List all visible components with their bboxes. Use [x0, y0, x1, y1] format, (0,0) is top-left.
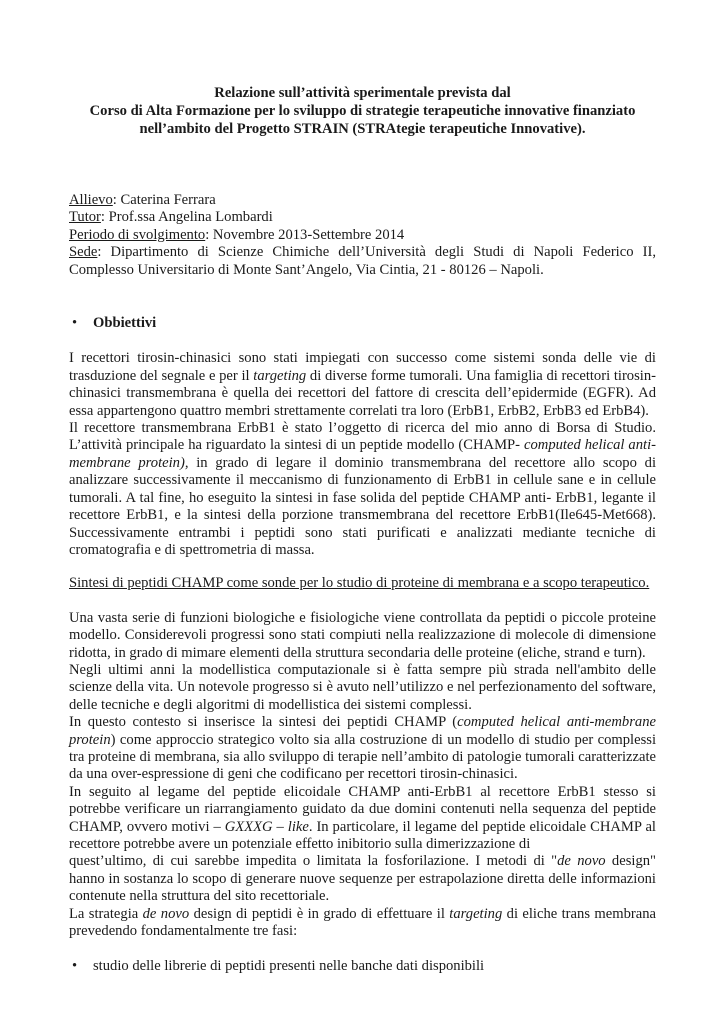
allievo-line: [69, 192, 656, 209]
periodo-value: : Novembre 2013-Settembre 2014: [205, 226, 405, 243]
title-line-1: Relazione sull’attività sperimentale prevista dal: [214, 85, 511, 101]
italic-run: targeting: [253, 367, 307, 384]
periodo-line: [69, 227, 656, 244]
tutor-label: Tutor: [69, 209, 101, 226]
title-line-3: nell’ambito del Progetto STRAIN (STRAtegie terapeutiche Innovative).: [139, 121, 586, 137]
paragraph-2: [69, 420, 656, 559]
text-run: di eliche trans membrana prevedendo fondamentalmente tre fasi:: [69, 905, 656, 940]
student-info: [69, 192, 656, 279]
bullet-icon: •: [72, 958, 78, 975]
italic-run: computed helical anti-membrane protein: [69, 714, 656, 748]
list-item: [69, 958, 656, 975]
paragraph-7: [69, 853, 656, 905]
section-heading-text: Obbiettivi: [93, 315, 157, 332]
text-run: in grado di legare il dominio transmembrana del recettore allo scopo di analizzare successivamente il meccanismo di funzionamento di ErbB1 in cellule sane e in cellule tumorali. A tal fine, ho eseguito la sintesi in fase solida del peptide CHAMP anti- ErbB1, legante il recettore ErbB1, e la sintesi della porzione transmembrana del recettore ErbB1(Ile645-Met668). Successivamente entrambi i peptidi sono stati purificati e analizzati mediante tecniche di cromatografia e di spettrometria di massa.: [69, 454, 656, 558]
sede-value: : Dipartimento di Scienze Chimiche dell’Università degli Studi di Napoli Federico II, Complesso Universitario di Monte Sant’Angelo, Via Cintia, 21 - 80126 – Napoli.: [69, 244, 656, 278]
text-run: La strategia: [69, 905, 143, 922]
paragraph-8: [69, 906, 656, 941]
title-line-2: Corso di Alta Formazione per lo sviluppo di strategie terapeutiche innovative finanziato: [89, 103, 636, 119]
paragraph-1: [69, 350, 656, 420]
document-title: [69, 84, 656, 138]
section-heading-obbiettivi: [69, 315, 656, 332]
text-run: di diverse forme tumorali. Una famiglia di recettori tirosin-chinasici transmembrana è quella dei recettori del fattore di crescita dell’epidermide (EGFR). Ad essa appartengono quattro membri strettamente correlati tra loro (ErbB1, ErbB2, ErbB3 ed ErbB4).: [69, 367, 656, 419]
paragraph-6: [69, 784, 656, 854]
periodo-label: Periodo di svolgimento: [69, 226, 206, 243]
italic-run: GXXXG – like: [224, 818, 309, 835]
section-heading-sintesi: Sintesi di peptidi CHAMP come sonde per lo studio di proteine di membrana e a scopo terapeutico.: [69, 575, 650, 592]
text-run: design di peptidi è in grado di effettuare il: [189, 905, 450, 922]
tutor-value: : Prof.ssa Angelina Lombardi: [100, 209, 273, 226]
text-run: Il recettore transmembrana ErbB1 è stato l’oggetto di ricerca del mio anno di Borsa di Studio. L’attività principale ha riguardato la sintesi di un peptide modello (CHAMP-: [69, 420, 656, 454]
sede-label: Sede: [69, 244, 98, 261]
tutor-line: [69, 209, 656, 226]
italic-run: de novo: [557, 853, 606, 870]
paragraph-5: [69, 714, 656, 784]
bullet-icon: •: [72, 315, 78, 332]
paragraph-3: Una vasta serie di funzioni biologiche e fisiologiche viene controllata da peptidi o piccole proteine modello. Considerevoli progressi sono stati compiuti nella realizzazione di molecole di dimensione ridotta, in grado di mimare elementi della struttura secondaria delle proteine (eliche, strand e turn).: [69, 609, 656, 661]
italic-run: targeting: [449, 905, 503, 922]
allievo-value: : Caterina Ferrara: [112, 192, 216, 208]
list-item-text: studio delle librerie di peptidi presenti nelle banche dati disponibili: [93, 958, 485, 975]
text-run: design" hanno in sostanza lo scopo di generare nuove sequenze per estrapolazione diretta delle informazioni contenute nella struttura del sito recettoriale.: [69, 853, 656, 905]
text-run: ) come approccio strategico volto sia alla costruzione di un modello di studio per complessi tra proteine di membrana, sia allo sviluppo di terapie nell’ambito di patologie tumorali caratterizzate da una over-espressione di geni che codificano per recettori tirosin-chinasici.: [69, 731, 656, 783]
text-run: quest’ultimo, di cui sarebbe impedita o limitata la fosforilazione. I metodi di ": [69, 853, 558, 870]
text-run: I recettori tirosin-chinasici sono stati impiegati con successo come sistemi sonda delle vie di trasduzione del segnale e per il: [69, 350, 656, 384]
sede-line: [69, 244, 656, 279]
italic-run: computed helical anti-membrane protein),: [69, 437, 656, 471]
paragraph-4: Negli ultimi anni la modellistica computazionale si è fatta sempre più strada nell'ambito delle scienze della vita. Un notevole progresso si è avuto nell’utilizzo e nel perfezionamento del software, delle tecniche e degli algoritmi di modellistica dei sistemi complessi.: [69, 661, 656, 713]
text-run: . In particolare, il legame del peptide elicoidale CHAMP al recettore potrebbe avere un potenziale effetto inibitorio sulla dimerizzazione di: [69, 818, 656, 852]
italic-run: de novo: [142, 905, 190, 922]
text-run: In questo contesto si inserisce la sintesi dei peptidi CHAMP (: [69, 714, 458, 731]
allievo-label: Allievo: [69, 192, 113, 208]
text-run: In seguito al legame del peptide elicoidale CHAMP anti-ErbB1 al recettore ErbB1 stesso si potrebbe verificare un riarrangiamento guidato da due domini contenuti nella sequenza del peptide CHAMP, ovvero motivi –: [69, 783, 656, 835]
